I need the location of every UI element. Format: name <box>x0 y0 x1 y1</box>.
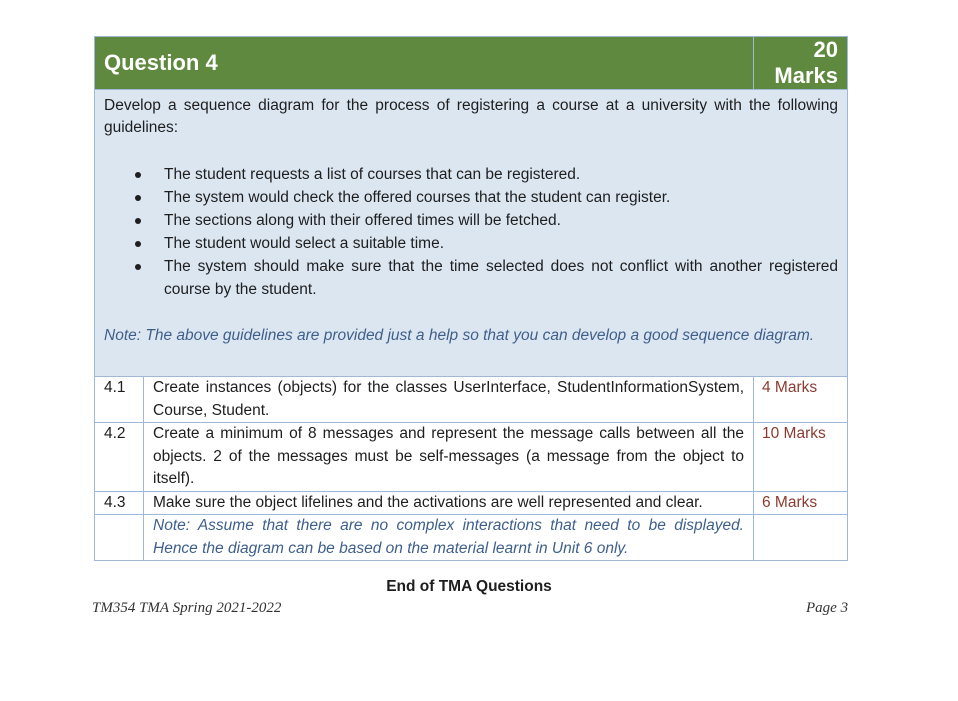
part-marks: 4 Marks <box>754 377 848 423</box>
part-number: 4.1 <box>95 377 144 423</box>
question-intro: Develop a sequence diagram for the process of registering a course at a university with the following guidelines: <box>104 97 838 136</box>
part-description: Make sure the object lifelines and the activations are well represented and clear. <box>144 491 754 515</box>
question-header-row <box>95 37 848 90</box>
part-number: 4.3 <box>95 491 144 515</box>
question-title: Question 4 <box>95 37 754 90</box>
question-body-row <box>95 90 848 377</box>
end-of-questions: End of TMA Questions <box>386 578 552 595</box>
footer-course-label: TM354 TMA Spring 2021-2022 <box>92 600 282 616</box>
guideline-item: The student requests a list of courses that can be registered. <box>164 163 838 186</box>
guideline-item: The student would select a suitable time. <box>164 232 838 255</box>
question-body <box>95 90 848 377</box>
part-note-row <box>95 515 848 561</box>
guidelines-list <box>104 163 838 301</box>
part-row <box>95 377 848 423</box>
guideline-item: The system would check the offered courses that the student can register. <box>164 186 838 209</box>
part-row <box>95 423 848 492</box>
part-description: Create instances (objects) for the classes UserInterface, StudentInformationSystem, Course, Student. <box>144 377 754 423</box>
part-description: Create a minimum of 8 messages and represent the message calls between all the objects. 2 of the messages must be self-messages (a message from the object to itself). <box>144 423 754 492</box>
guideline-item: The sections along with their offered times will be fetched. <box>164 209 838 232</box>
part-marks: 6 Marks <box>754 491 848 515</box>
question-table <box>94 36 848 561</box>
part-marks: 10 Marks <box>754 423 848 492</box>
part-note: Note: Assume that there are no complex interactions that need to be displayed. Hence the diagram can be based on the material learnt in Unit 6 only. <box>144 515 754 561</box>
footer-page-number: Page 3 <box>806 600 849 616</box>
part-row <box>95 491 848 515</box>
guideline-item: The system should make sure that the time selected does not conflict with another registered course by the student. <box>164 255 838 301</box>
guidelines-note: Note: The above guidelines are provided just a help so that you can develop a good sequence diagram. <box>104 327 815 344</box>
part-number: 4.2 <box>95 423 144 492</box>
question-total-marks: 20 Marks <box>754 37 848 90</box>
